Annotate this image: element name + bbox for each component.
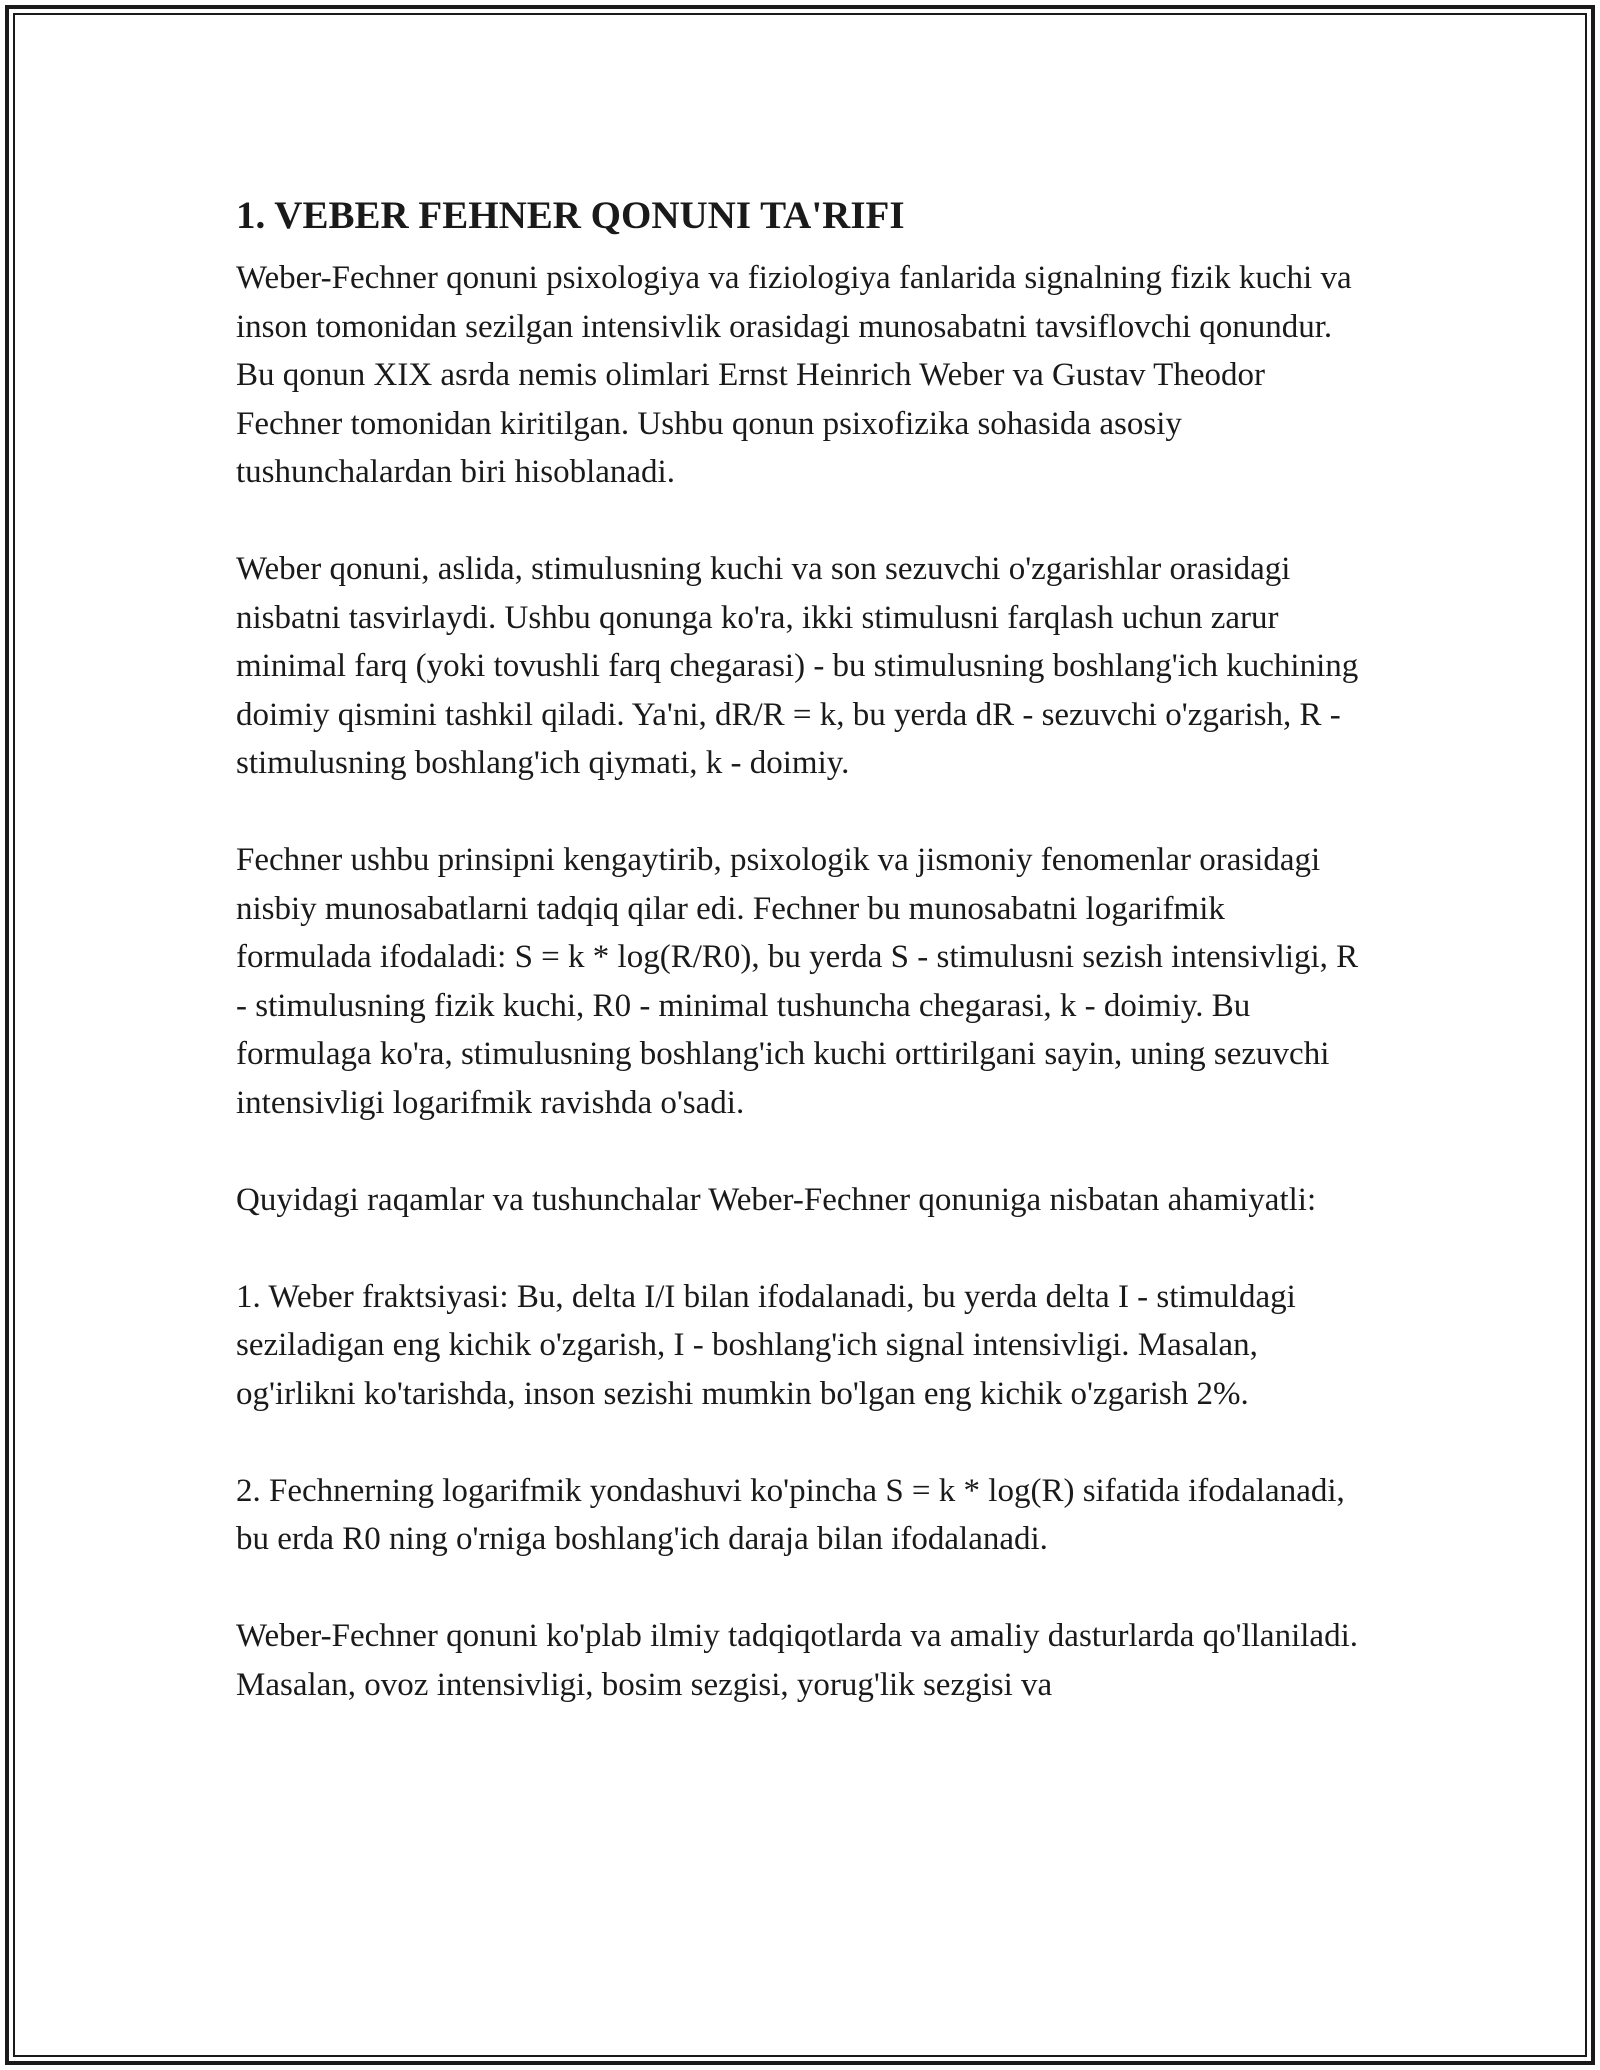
- paragraph-weber-law: Weber qonuni, aslida, stimulusning kuchi va son sezuvchi o'zgarishlar orasidagi nisbatni tasvirlaydi. Ushbu qonunga ko'ra, ikki stimulusni farqlash uchun zarur minimal farq (yoki tovushli farq chegarasi) - bu stimulusning boshlang'ich kuchining doimiy qismini tashkil qiladi. Ya'ni, dR/R = k, bu yerda dR - sezuvchi o'zgarish, R - stimulusning boshlang'ich qiymati, k - doimiy.: [236, 551, 1359, 781]
- paragraph-definition: Weber-Fechner qonuni psixologiya va fiziologiya fanlarida signalning fizik kuchi va inson tomonidan sezilgan intensivlik orasidagi munosabatni tavsiflovchi qonundur. Bu qonun XIX asrda nemis olimlari Ernst Heinrich Weber va Gustav Theodor Fechner tomonidan kiritilgan. Ushbu qonun psixofizika sohasida asosiy tushunchalardan biri hisoblanadi.: [236, 260, 1352, 490]
- paragraph-intro-list: Quyidagi raqamlar va tushunchalar Weber-Fechner qonuniga nisbatan ahamiyatli:: [236, 1181, 1317, 1218]
- list-item-weber-fraction: 1. Weber fraktsiyasi: Bu, delta I/I bilan ifodalanadi, bu yerda delta I - stimuldagi seziladigan eng kichik o'zgarish, I - boshlang'ich signal intensivligi. Masalan, og'irlikni ko'tarishda, inson sezishi mumkin bo'lgan eng kichik o'zgarish 2%.: [236, 1278, 1296, 1412]
- paragraph-fechner-formula: Fechner ushbu prinsipni kengaytirib, psixologik va jismoniy fenomenlar orasidagi nisbiy munosabatlarni tadqiq qilar edi. Fechner bu munosabatni logarifmik formulada ifodaladi: S = k * log(R/R0), bu yerda S - stimulusni sezish intensivligi, R - stimulusning fizik kuchi, R0 - minimal tushuncha chegarasi, k - doimiy. Bu formulaga ko'ra, stimulusning boshlang'ich kuchi orttirilgani sayin, uning sezuvchi intensivligi logarifmik ravishda o'sadi.: [236, 842, 1359, 1121]
- list-item-fechner-log: 2. Fechnerning logarifmik yondashuvi ko'pincha S = k * log(R) sifatida ifodalanadi, bu erda R0 ning o'rniga boshlang'ich daraja bilan ifodalanadi.: [236, 1472, 1345, 1557]
- document-body: [236, 186, 1366, 1758]
- paragraph-applications: Weber-Fechner qonuni ko'plab ilmiy tadqiqotlarda va amaliy dasturlarda qo'llaniladi. Masalan, ovoz intensivligi, bosim sezgisi, yorug'lik sezgisi va: [236, 1618, 1358, 1703]
- section-heading: 1. VEBER FEHNER QONUNI TA'RIFI: [236, 194, 905, 237]
